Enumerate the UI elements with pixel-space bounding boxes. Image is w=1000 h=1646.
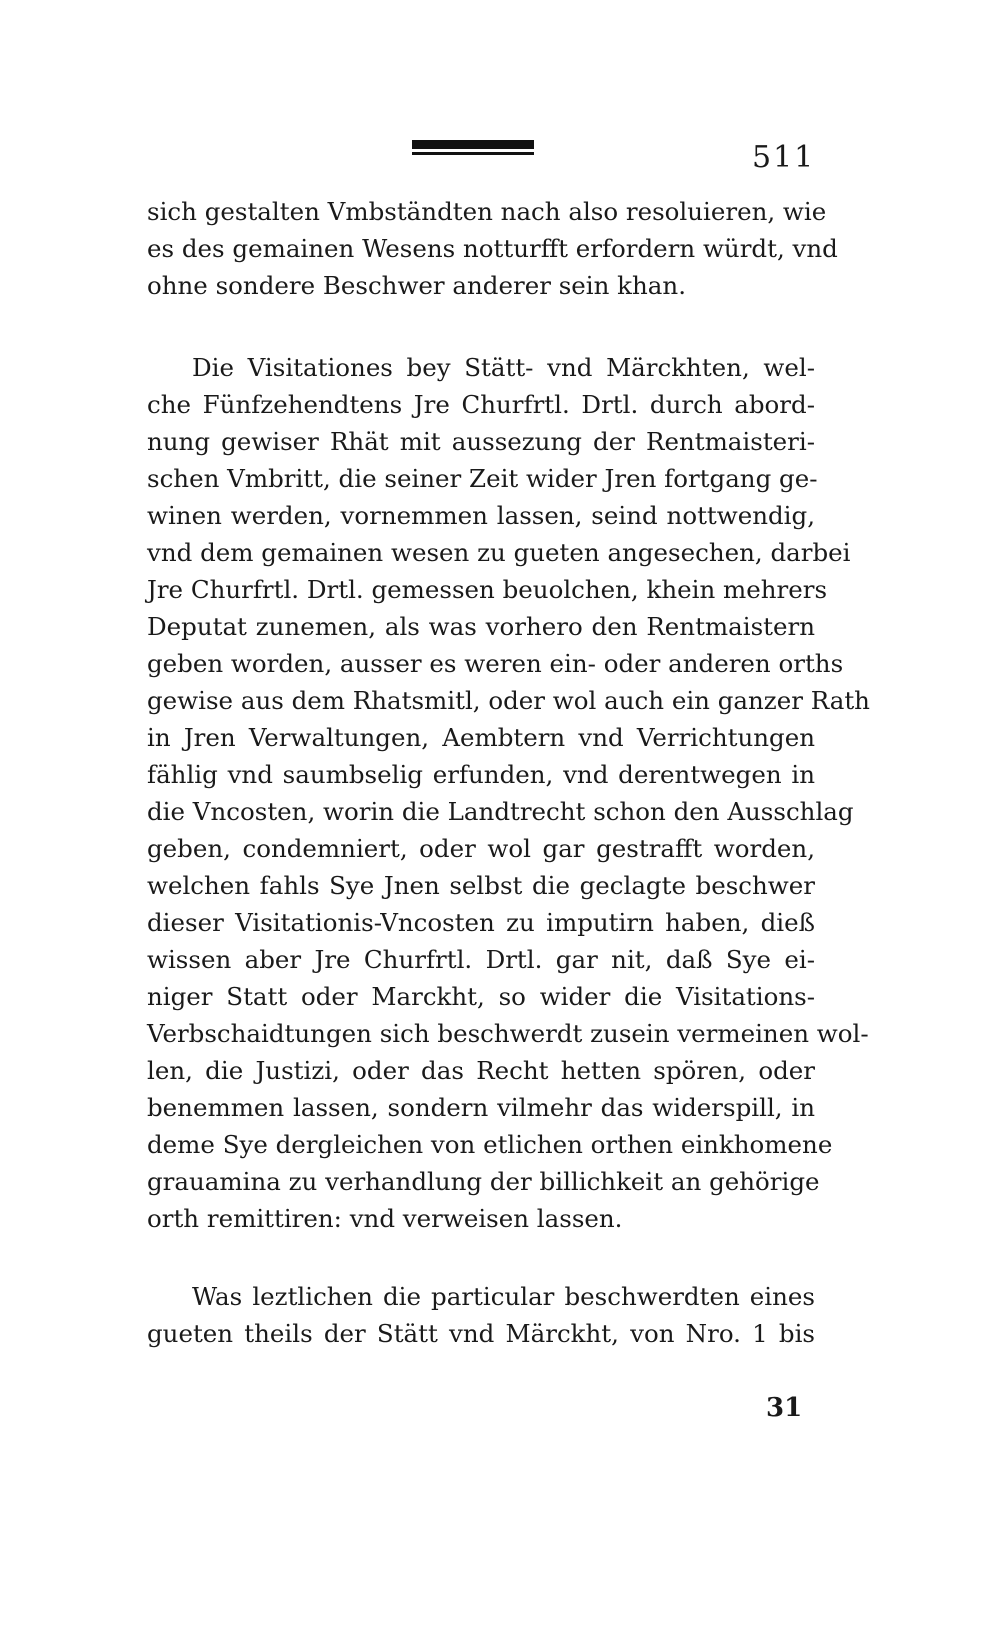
text-line: geben worden, ausser es weren ein- oder anderen orths xyxy=(147,649,844,678)
text-line: dieser Visitationis-Vncosten zu imputirn haben, dieß xyxy=(147,908,815,937)
text-line: schen Vmbritt, die seiner Zeit wider Jren fortgang ge- xyxy=(147,464,818,493)
text-line: geben, condemniert, oder wol gar gestrafft worden, xyxy=(147,834,815,863)
text-line: Verbschaidtungen sich beschwerdt zusein vermeinen wol- xyxy=(147,1019,869,1048)
paragraph-3 xyxy=(147,1278,815,1352)
paragraph-1 xyxy=(147,193,838,304)
text-line: gueten theils der Stätt vnd Märckht, von Nro. 1 bis xyxy=(147,1319,815,1348)
text-line: sich gestalten Vmbständten nach also resoluieren, wie xyxy=(147,197,827,226)
text-line: gewise aus dem Rhatsmitl, oder wol auch ein ganzer Rath xyxy=(147,686,870,715)
text-line: die Vncosten, worin die Landtrecht schon den Ausschlag xyxy=(147,797,854,826)
text-line: nung gewiser Rhät mit aussezung der Rentmaisteri- xyxy=(147,427,815,456)
text-line: grauamina zu verhandlung der billichkeit an gehörige xyxy=(147,1167,820,1196)
text-line: welchen fahls Sye Jnen selbst die geclagte beschwer xyxy=(147,871,815,900)
text-line: len, die Justizi, oder das Recht hetten spören, oder xyxy=(147,1056,815,1085)
text-line: fählig vnd saumbselig erfunden, vnd derentwegen in xyxy=(147,760,815,789)
catchword: 31 xyxy=(766,1393,803,1423)
text-line: Die Visitationes bey Stätt- vnd Märckhten, wel- xyxy=(192,353,815,382)
text-line: orth remittiren: vnd verweisen lassen. xyxy=(147,1204,623,1233)
header-rule xyxy=(412,140,534,149)
text-line: vnd dem gemainen wesen zu gueten angesechen, darbei xyxy=(147,538,851,567)
text-line: winen werden, vornemmen lassen, seind nottwendig, xyxy=(147,501,815,530)
text-line: Was leztlichen die particular beschwerdten eines xyxy=(192,1282,815,1311)
text-line: Jre Churfrtl. Drtl. gemessen beuolchen, khein mehrers xyxy=(147,575,828,604)
text-line: niger Statt oder Marckht, so wider die Visitations- xyxy=(147,982,815,1011)
text-line: es des gemainen Wesens notturfft erfordern würdt, vnd xyxy=(147,234,838,263)
text-line: in Jren Verwaltungen, Aembtern vnd Verrichtungen xyxy=(147,723,815,752)
text-line: wissen aber Jre Churfrtl. Drtl. gar nit, daß Sye ei- xyxy=(147,945,815,974)
text-line: ohne sondere Beschwer anderer sein khan. xyxy=(147,271,686,300)
text-line: deme Sye dergleichen von etlichen orthen einkhomene xyxy=(147,1130,833,1159)
paragraph-2 xyxy=(147,349,870,1237)
text-line: Deputat zunemen, als was vorhero den Rentmaistern xyxy=(147,612,815,641)
text-line: benemmen lassen, sondern vilmehr das widerspill, in xyxy=(147,1093,815,1122)
text-line: che Fünfzehendtens Jre Churfrtl. Drtl. durch abord- xyxy=(147,390,815,419)
page-number: 511 xyxy=(752,140,816,175)
